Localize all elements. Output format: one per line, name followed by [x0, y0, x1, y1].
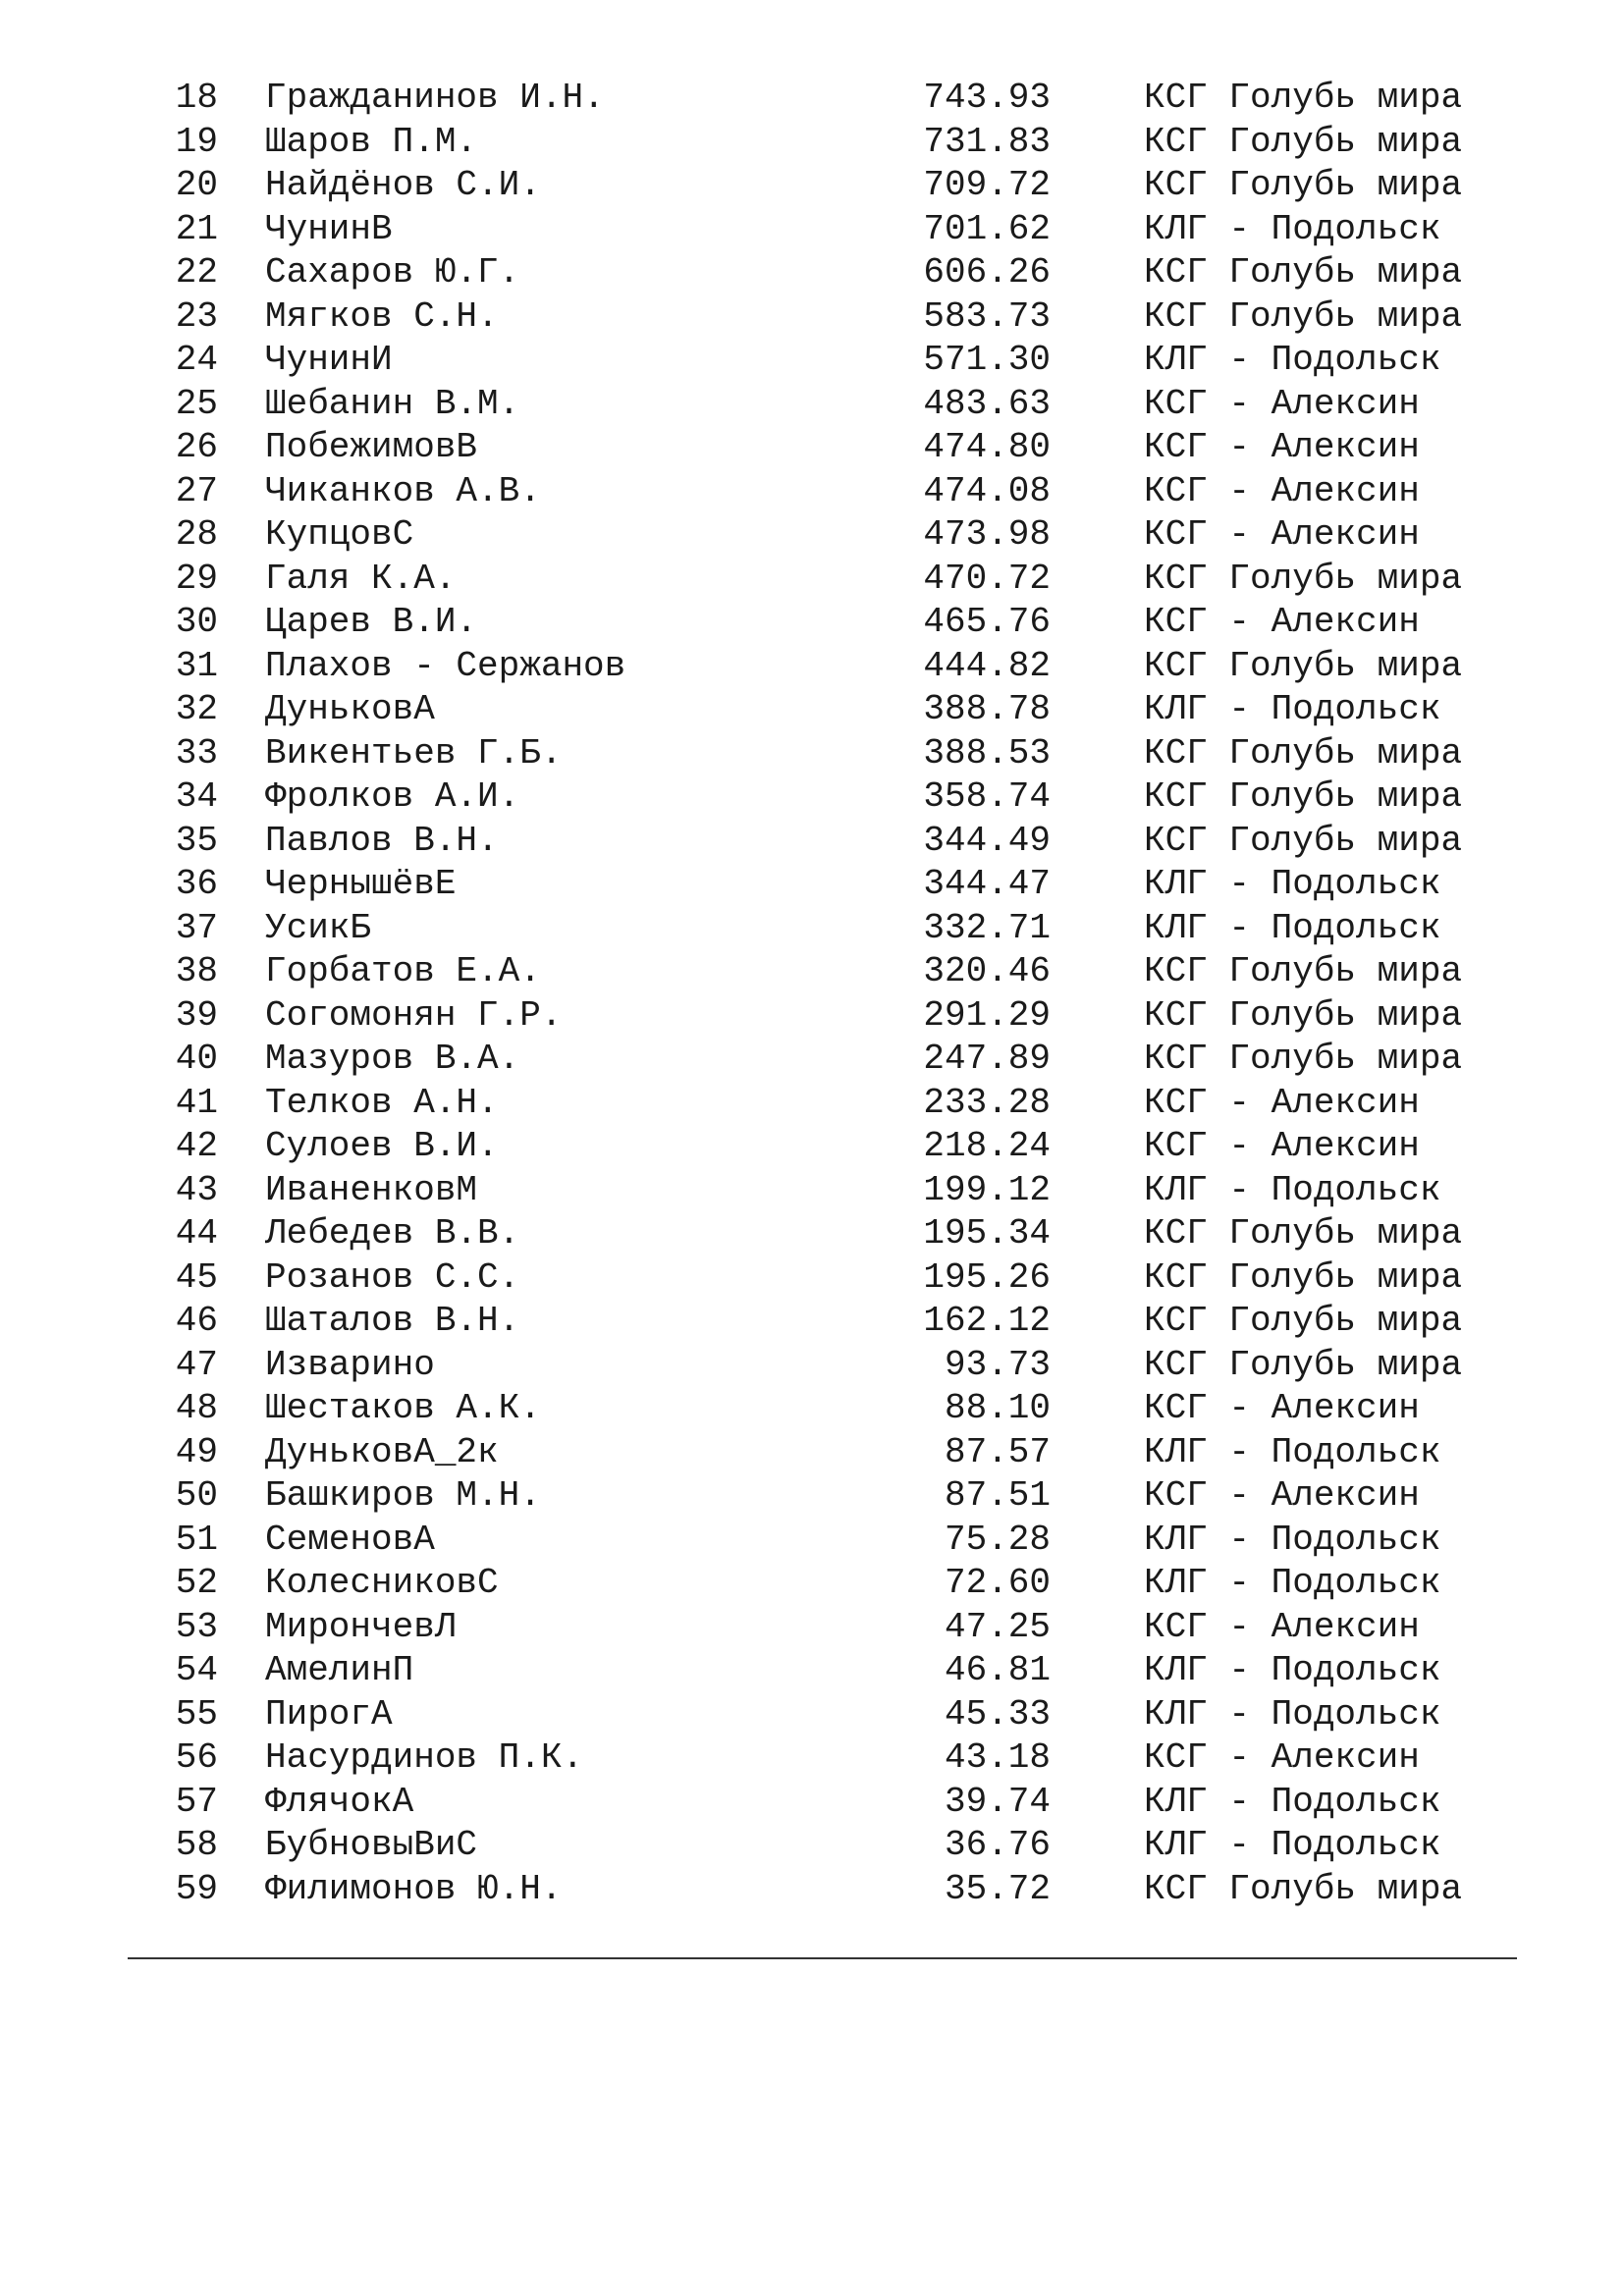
- table-row: [0, 1169, 1624, 1213]
- rank-cell: 31: [175, 645, 218, 686]
- name-cell: Чиканков А.В.: [265, 470, 541, 511]
- score-cell: 35.72: [944, 1868, 1051, 1909]
- table-row: [0, 1387, 1624, 1431]
- score-cell: 709.72: [923, 165, 1051, 205]
- table-row: [0, 994, 1624, 1039]
- club-cell: КСГ - Алексин: [1144, 1606, 1420, 1647]
- name-cell: Викентьев Г.Б.: [265, 732, 563, 774]
- score-cell: 320.46: [923, 951, 1051, 991]
- rank-cell: 18: [175, 78, 218, 118]
- name-cell: Сулоев В.И.: [265, 1126, 499, 1166]
- table-row: [0, 1693, 1624, 1737]
- score-cell: 344.47: [923, 864, 1051, 904]
- rank-cell: 44: [175, 1213, 218, 1254]
- table-row: [0, 1736, 1624, 1781]
- results-table: [0, 77, 1624, 1911]
- name-cell: Горбатов Е.А.: [265, 951, 541, 991]
- rank-cell: 48: [175, 1388, 218, 1428]
- name-cell: ФлячокА: [265, 1781, 414, 1822]
- table-row: [0, 688, 1624, 732]
- table-row: [0, 1344, 1624, 1388]
- table-row: [0, 601, 1624, 645]
- score-cell: 88.10: [944, 1388, 1051, 1428]
- club-cell: КЛГ - Подольск: [1144, 907, 1441, 948]
- score-cell: 162.12: [923, 1301, 1051, 1341]
- club-cell: КСГ Голубь мира: [1144, 1344, 1463, 1385]
- score-cell: 39.74: [944, 1781, 1051, 1822]
- score-cell: 388.78: [923, 689, 1051, 729]
- club-cell: КСГ - Алексин: [1144, 514, 1420, 555]
- score-cell: 87.51: [944, 1475, 1051, 1516]
- rank-cell: 51: [175, 1519, 218, 1560]
- club-cell: КСГ - Алексин: [1144, 1475, 1420, 1516]
- score-cell: 46.81: [944, 1650, 1051, 1690]
- table-row: [0, 164, 1624, 208]
- score-cell: 43.18: [944, 1737, 1051, 1778]
- score-cell: 87.57: [944, 1431, 1051, 1472]
- table-row: [0, 1781, 1624, 1825]
- table-row: [0, 77, 1624, 121]
- rank-cell: 58: [175, 1825, 218, 1865]
- club-cell: КСГ Голубь мира: [1144, 165, 1463, 205]
- name-cell: АмелинП: [265, 1650, 414, 1690]
- rank-cell: 21: [175, 208, 218, 249]
- table-row: [0, 1824, 1624, 1868]
- rank-cell: 46: [175, 1301, 218, 1341]
- rank-cell: 27: [175, 470, 218, 511]
- name-cell: Согомонян Г.Р.: [265, 994, 563, 1036]
- club-cell: КСГ Голубь мира: [1144, 732, 1463, 774]
- score-cell: 583.73: [923, 295, 1051, 337]
- rank-cell: 47: [175, 1344, 218, 1385]
- score-cell: 72.60: [944, 1563, 1051, 1603]
- club-cell: КЛГ - Подольск: [1144, 689, 1441, 729]
- club-cell: КСГ Голубь мира: [1144, 1213, 1463, 1254]
- rank-cell: 39: [175, 994, 218, 1036]
- club-cell: КЛГ - Подольск: [1144, 340, 1441, 380]
- club-cell: КЛГ - Подольск: [1144, 1519, 1441, 1560]
- score-cell: 36.76: [944, 1825, 1051, 1865]
- rank-cell: 32: [175, 689, 218, 729]
- club-cell: КСГ Голубь мира: [1144, 295, 1463, 337]
- club-cell: КСГ - Алексин: [1144, 1737, 1420, 1778]
- name-cell: Филимонов Ю.Н.: [265, 1868, 563, 1909]
- club-cell: КСГ Голубь мира: [1144, 1039, 1463, 1079]
- score-cell: 606.26: [923, 252, 1051, 293]
- name-cell: Насурдинов П.К.: [265, 1737, 584, 1778]
- table-row: [0, 1431, 1624, 1475]
- name-cell: Изварино: [265, 1344, 435, 1385]
- table-row: [0, 426, 1624, 470]
- rank-cell: 25: [175, 383, 218, 424]
- club-cell: КСГ - Алексин: [1144, 602, 1420, 642]
- rank-cell: 41: [175, 1082, 218, 1123]
- table-row: [0, 295, 1624, 340]
- rank-cell: 28: [175, 514, 218, 555]
- club-cell: КСГ Голубь мира: [1144, 645, 1463, 686]
- rank-cell: 24: [175, 340, 218, 380]
- name-cell: Царев В.И.: [265, 602, 478, 642]
- club-cell: КЛГ - Подольск: [1144, 1693, 1441, 1735]
- club-cell: КСГ - Алексин: [1144, 1388, 1420, 1428]
- name-cell: Шаров П.М.: [265, 121, 478, 162]
- score-cell: 483.63: [923, 383, 1051, 424]
- rank-cell: 23: [175, 295, 218, 337]
- score-cell: 75.28: [944, 1519, 1051, 1560]
- table-row: [0, 558, 1624, 602]
- name-cell: Шебанин В.М.: [265, 383, 520, 424]
- score-cell: 358.74: [923, 776, 1051, 817]
- name-cell: Розанов С.С.: [265, 1256, 520, 1298]
- club-cell: КСГ - Алексин: [1144, 1082, 1420, 1123]
- name-cell: Шаталов В.Н.: [265, 1301, 520, 1341]
- name-cell: ПобежимовВ: [265, 427, 478, 467]
- club-cell: КЛГ - Подольск: [1144, 208, 1441, 249]
- table-row: [0, 1256, 1624, 1301]
- table-row: [0, 383, 1624, 427]
- club-cell: КЛГ - Подольск: [1144, 1169, 1441, 1210]
- score-cell: 473.98: [923, 514, 1051, 555]
- score-cell: 195.34: [923, 1213, 1051, 1254]
- club-cell: КСГ Голубь мира: [1144, 252, 1463, 293]
- table-row: [0, 470, 1624, 514]
- rank-cell: 34: [175, 776, 218, 817]
- rank-cell: 59: [175, 1868, 218, 1909]
- table-row: [0, 775, 1624, 820]
- rank-cell: 36: [175, 864, 218, 904]
- name-cell: ПирогА: [265, 1693, 393, 1735]
- table-row: [0, 1125, 1624, 1169]
- name-cell: Телков А.Н.: [265, 1082, 499, 1123]
- club-cell: КСГ Голубь мира: [1144, 820, 1463, 861]
- rank-cell: 49: [175, 1431, 218, 1472]
- table-row: [0, 1300, 1624, 1344]
- table-row: [0, 339, 1624, 383]
- table-row: [0, 732, 1624, 776]
- rank-cell: 55: [175, 1693, 218, 1735]
- score-cell: 470.72: [923, 558, 1051, 599]
- club-cell: КСГ Голубь мира: [1144, 994, 1463, 1036]
- rank-cell: 56: [175, 1737, 218, 1778]
- rank-cell: 29: [175, 558, 218, 599]
- score-cell: 291.29: [923, 994, 1051, 1036]
- name-cell: БубновыВиС: [265, 1825, 478, 1865]
- table-row: [0, 1212, 1624, 1256]
- club-cell: КСГ Голубь мира: [1144, 1256, 1463, 1298]
- score-cell: 247.89: [923, 1039, 1051, 1079]
- table-row: [0, 1649, 1624, 1693]
- score-cell: 199.12: [923, 1169, 1051, 1210]
- club-cell: КСГ Голубь мира: [1144, 1301, 1463, 1341]
- score-cell: 45.33: [944, 1693, 1051, 1735]
- club-cell: КЛГ - Подольск: [1144, 864, 1441, 904]
- score-cell: 388.53: [923, 732, 1051, 774]
- rank-cell: 42: [175, 1126, 218, 1166]
- rank-cell: 37: [175, 907, 218, 948]
- score-cell: 344.49: [923, 820, 1051, 861]
- table-row: [0, 907, 1624, 951]
- name-cell: СеменовА: [265, 1519, 435, 1560]
- club-cell: КСГ - Алексин: [1144, 470, 1420, 511]
- rank-cell: 53: [175, 1606, 218, 1647]
- table-row: [0, 251, 1624, 295]
- club-cell: КСГ Голубь мира: [1144, 776, 1463, 817]
- club-cell: КСГ Голубь мира: [1144, 121, 1463, 162]
- table-row: [0, 1038, 1624, 1082]
- club-cell: КСГ - Алексин: [1144, 427, 1420, 467]
- name-cell: УсикБ: [265, 907, 372, 948]
- rank-cell: 19: [175, 121, 218, 162]
- club-cell: КЛГ - Подольск: [1144, 1825, 1441, 1865]
- table-row: [0, 513, 1624, 558]
- name-cell: Мазуров В.А.: [265, 1039, 520, 1079]
- rank-cell: 35: [175, 820, 218, 861]
- name-cell: КупцовС: [265, 514, 414, 555]
- rank-cell: 57: [175, 1781, 218, 1822]
- name-cell: ИваненковМ: [265, 1169, 478, 1210]
- table-row: [0, 863, 1624, 907]
- table-row: [0, 1606, 1624, 1650]
- club-cell: КСГ - Алексин: [1144, 383, 1420, 424]
- rank-cell: 54: [175, 1650, 218, 1690]
- name-cell: Павлов В.Н.: [265, 820, 499, 861]
- score-cell: 218.24: [923, 1126, 1051, 1166]
- name-cell: МирончевЛ: [265, 1606, 457, 1647]
- score-cell: 474.80: [923, 427, 1051, 467]
- rank-cell: 50: [175, 1475, 218, 1516]
- rank-cell: 33: [175, 732, 218, 774]
- score-cell: 571.30: [923, 340, 1051, 380]
- club-cell: КЛГ - Подольск: [1144, 1781, 1441, 1822]
- rank-cell: 22: [175, 252, 218, 293]
- name-cell: ЧунинВ: [265, 208, 393, 249]
- table-row: [0, 1562, 1624, 1606]
- rank-cell: 20: [175, 165, 218, 205]
- name-cell: КолесниковС: [265, 1563, 499, 1603]
- rank-cell: 52: [175, 1563, 218, 1603]
- club-cell: КСГ - Алексин: [1144, 1126, 1420, 1166]
- table-row: [0, 1519, 1624, 1563]
- rank-cell: 26: [175, 427, 218, 467]
- rank-cell: 40: [175, 1039, 218, 1079]
- table-row: [0, 208, 1624, 252]
- score-cell: 474.08: [923, 470, 1051, 511]
- rank-cell: 43: [175, 1169, 218, 1210]
- club-cell: КЛГ - Подольск: [1144, 1650, 1441, 1690]
- name-cell: Найдёнов С.И.: [265, 165, 541, 205]
- score-cell: 47.25: [944, 1606, 1051, 1647]
- table-row: [0, 1474, 1624, 1519]
- table-row: [0, 1868, 1624, 1912]
- score-cell: 743.93: [923, 78, 1051, 118]
- club-cell: КСГ Голубь мира: [1144, 558, 1463, 599]
- score-cell: 332.71: [923, 907, 1051, 948]
- name-cell: ЧернышёвЕ: [265, 864, 457, 904]
- table-row: [0, 121, 1624, 165]
- name-cell: ДуньковА_2к: [265, 1431, 499, 1472]
- club-cell: КСГ Голубь мира: [1144, 1868, 1463, 1909]
- score-cell: 465.76: [923, 602, 1051, 642]
- name-cell: ЧунинИ: [265, 340, 393, 380]
- score-cell: 731.83: [923, 121, 1051, 162]
- name-cell: Башкиров М.Н.: [265, 1475, 541, 1516]
- name-cell: Фролков А.И.: [265, 776, 520, 817]
- score-cell: 233.28: [923, 1082, 1051, 1123]
- score-cell: 701.62: [923, 208, 1051, 249]
- table-row: [0, 950, 1624, 994]
- name-cell: Плахов - Сержанов: [265, 645, 626, 686]
- club-cell: КСГ Голубь мира: [1144, 78, 1463, 118]
- rank-cell: 30: [175, 602, 218, 642]
- score-cell: 444.82: [923, 645, 1051, 686]
- score-cell: 195.26: [923, 1256, 1051, 1298]
- name-cell: Гражданинов И.Н.: [265, 78, 605, 118]
- name-cell: Лебедев В.В.: [265, 1213, 520, 1254]
- club-cell: КСГ Голубь мира: [1144, 951, 1463, 991]
- club-cell: КЛГ - Подольск: [1144, 1431, 1441, 1472]
- rank-cell: 45: [175, 1256, 218, 1298]
- name-cell: Мягков С.Н.: [265, 295, 499, 337]
- name-cell: Галя К.А.: [265, 558, 457, 599]
- table-row: [0, 1082, 1624, 1126]
- bottom-divider: [128, 1957, 1517, 1959]
- name-cell: Сахаров Ю.Г.: [265, 252, 520, 293]
- name-cell: ДуньковА: [265, 689, 435, 729]
- rank-cell: 38: [175, 951, 218, 991]
- club-cell: КЛГ - Подольск: [1144, 1563, 1441, 1603]
- name-cell: Шестаков А.К.: [265, 1388, 541, 1428]
- table-row: [0, 645, 1624, 689]
- score-cell: 93.73: [944, 1344, 1051, 1385]
- table-row: [0, 820, 1624, 864]
